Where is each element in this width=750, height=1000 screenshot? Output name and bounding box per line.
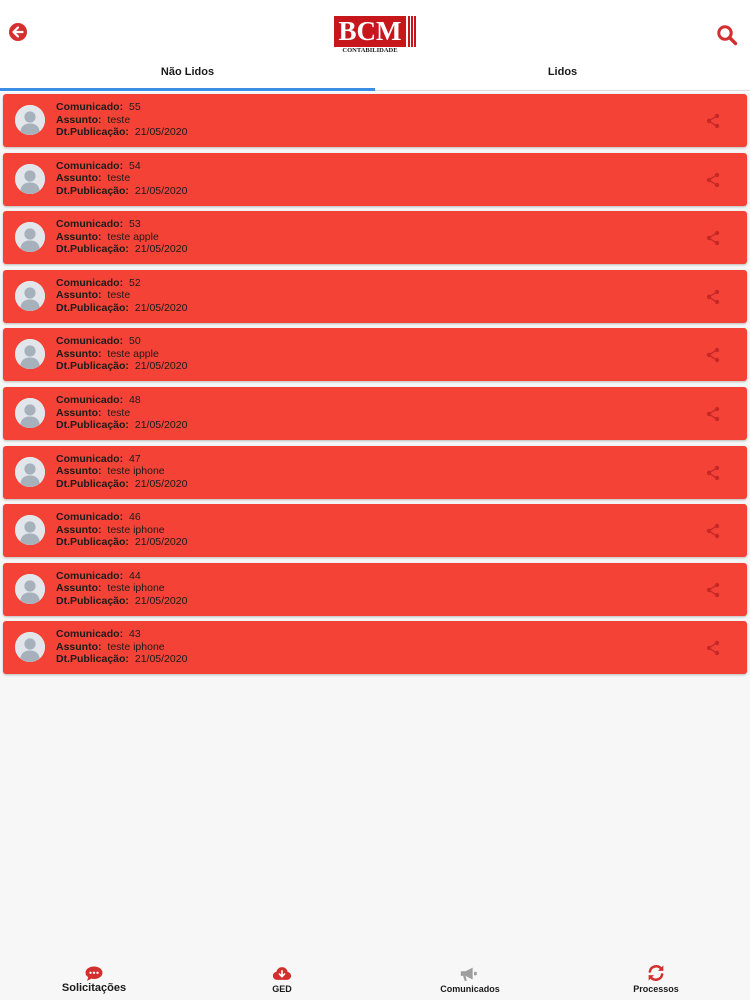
assunto-value: teste — [107, 172, 131, 185]
publicacao-value: 21/05/2020 — [134, 419, 188, 431]
share-icon — [705, 172, 721, 188]
message-card[interactable] — [3, 504, 747, 557]
message-details — [56, 453, 187, 491]
publicacao-value: 21/05/2020 — [134, 536, 188, 549]
share-button[interactable] — [705, 347, 721, 363]
user-avatar-icon — [15, 222, 45, 252]
share-icon — [705, 640, 721, 656]
message-details — [56, 218, 187, 256]
assunto-line — [56, 231, 187, 244]
comunicado-line — [56, 101, 187, 114]
comunicado-line — [56, 628, 187, 641]
publicacao-value: 21/05/2020 — [134, 477, 188, 490]
comunicado-value: 54 — [129, 159, 141, 172]
comunicado-value: 52 — [129, 276, 141, 289]
tab-divider — [375, 90, 750, 91]
share-icon — [705, 582, 721, 598]
comunicado-value: 48 — [129, 394, 141, 406]
publicacao-line — [56, 360, 187, 373]
nav-solicitacoes[interactable] — [0, 955, 188, 1000]
assunto-label: Assunto: — [56, 465, 102, 478]
share-icon — [705, 289, 721, 305]
publicacao-label: Dt.Publicação: — [56, 477, 129, 490]
avatar — [15, 574, 45, 604]
comunicado-label: Comunicado: — [56, 218, 124, 231]
assunto-line — [56, 524, 187, 537]
share-button[interactable] — [705, 640, 721, 656]
assunto-value: teste — [107, 113, 131, 126]
publicacao-label: Dt.Publicação: — [56, 653, 129, 666]
publicacao-label: Dt.Publicação: — [56, 243, 129, 256]
publicacao-value: 21/05/2020 — [134, 126, 188, 138]
nav-processos[interactable] — [562, 955, 750, 1000]
user-avatar-icon — [15, 457, 45, 487]
publicacao-line — [56, 126, 187, 139]
nav-label: Solicitações — [61, 982, 127, 994]
message-card[interactable] — [3, 446, 747, 499]
avatar — [15, 164, 45, 194]
back-button[interactable] — [9, 23, 27, 41]
publicacao-label: Dt.Publicação: — [56, 419, 129, 431]
comunicado-line — [56, 570, 187, 583]
message-details — [56, 160, 187, 198]
nav-label: GED — [272, 984, 292, 994]
avatar — [15, 105, 45, 135]
assunto-value: teste iphone — [107, 640, 165, 653]
message-card[interactable] — [3, 387, 747, 440]
comunicado-value: 46 — [129, 511, 141, 524]
assunto-line — [56, 641, 187, 654]
assunto-label: Assunto: — [56, 523, 102, 536]
publicacao-value: 21/05/2020 — [134, 184, 188, 197]
share-icon — [705, 347, 721, 363]
share-icon — [705, 230, 721, 246]
message-details — [56, 277, 187, 315]
assunto-label: Assunto: — [56, 406, 102, 419]
comunicado-line — [56, 335, 187, 348]
logo-bars — [408, 16, 416, 47]
comunicado-value: 53 — [129, 218, 141, 231]
publicacao-label: Dt.Publicação: — [56, 184, 129, 197]
message-card[interactable] — [3, 153, 747, 206]
comunicado-line — [56, 394, 187, 407]
message-card[interactable] — [3, 328, 747, 381]
avatar — [15, 339, 45, 369]
comunicado-value: 47 — [129, 452, 141, 465]
avatar — [15, 632, 45, 662]
share-button[interactable] — [705, 465, 721, 481]
user-avatar-icon — [15, 105, 45, 135]
publicacao-label: Dt.Publicação: — [56, 536, 129, 549]
comunicado-value: 43 — [129, 628, 141, 641]
comunicado-label: Comunicado: — [56, 276, 124, 289]
assunto-value: teste — [107, 289, 131, 302]
assunto-line — [56, 348, 187, 361]
message-card[interactable] — [3, 270, 747, 323]
share-button[interactable] — [705, 406, 721, 422]
message-card[interactable] — [3, 94, 747, 147]
nav-comunicados[interactable] — [376, 955, 564, 1000]
comunicado-line — [56, 453, 187, 466]
share-icon — [705, 113, 721, 129]
avatar — [15, 398, 45, 428]
search-button[interactable] — [716, 24, 738, 46]
comunicado-line — [56, 218, 187, 231]
nav-label: Processos — [633, 984, 679, 994]
nav-label: Comunicados — [440, 984, 500, 994]
user-avatar-icon — [15, 164, 45, 194]
message-details — [56, 101, 187, 139]
comunicado-label: Comunicado: — [56, 335, 124, 348]
publicacao-label: Dt.Publicação: — [56, 360, 129, 373]
assunto-value: teste — [107, 406, 131, 419]
user-avatar-icon — [15, 339, 45, 369]
assunto-value: teste apple — [107, 347, 159, 360]
assunto-line — [56, 114, 187, 127]
cloud-download-icon — [272, 965, 292, 983]
avatar — [15, 457, 45, 487]
assunto-line — [56, 582, 187, 595]
share-button[interactable] — [705, 113, 721, 129]
user-avatar-icon — [15, 632, 45, 662]
publicacao-line — [56, 478, 187, 491]
publicacao-value: 21/05/2020 — [134, 594, 188, 607]
logo-text: BCM — [334, 16, 406, 47]
bcm-logo — [334, 16, 416, 56]
comunicado-label: Comunicado: — [56, 452, 124, 465]
message-card[interactable] — [3, 211, 747, 264]
assunto-line — [56, 407, 187, 420]
publicacao-line — [56, 536, 187, 549]
avatar — [15, 515, 45, 545]
assunto-line — [56, 172, 187, 185]
publicacao-line — [56, 653, 187, 666]
publicacao-line — [56, 595, 187, 608]
publicacao-label: Dt.Publicação: — [56, 301, 129, 314]
comunicado-value: 50 — [129, 335, 141, 348]
user-avatar-icon — [15, 281, 45, 311]
comunicado-label: Comunicado: — [56, 101, 124, 113]
assunto-value: teste iphone — [107, 523, 165, 536]
publicacao-value: 21/05/2020 — [134, 360, 188, 373]
message-details — [56, 394, 187, 432]
share-icon — [705, 465, 721, 481]
assunto-line — [56, 289, 187, 302]
share-icon — [705, 406, 721, 422]
app-header — [0, 0, 750, 92]
comunicado-line — [56, 511, 187, 524]
bottom-navigation — [0, 955, 750, 1000]
assunto-label: Assunto: — [56, 289, 102, 302]
assunto-line — [56, 465, 187, 478]
megaphone-icon — [459, 965, 479, 983]
sync-icon — [646, 964, 666, 982]
message-details — [56, 628, 187, 666]
tab-nao-lidos[interactable]: Não Lidos — [160, 66, 215, 78]
comunicado-label: Comunicado: — [56, 511, 124, 524]
search-icon — [716, 24, 738, 46]
assunto-label: Assunto: — [56, 347, 102, 360]
active-tab-indicator — [0, 88, 375, 91]
nav-ged[interactable] — [188, 955, 376, 1000]
publicacao-line — [56, 302, 187, 315]
share-button[interactable] — [705, 582, 721, 598]
assunto-value: teste apple — [107, 230, 159, 243]
share-button[interactable] — [705, 289, 721, 305]
publicacao-label: Dt.Publicação: — [56, 126, 129, 138]
assunto-value: teste iphone — [107, 465, 165, 478]
message-card[interactable] — [3, 621, 747, 674]
assunto-label: Assunto: — [56, 230, 102, 243]
message-details — [56, 511, 187, 549]
publicacao-line — [56, 419, 187, 432]
avatar — [15, 281, 45, 311]
message-details — [56, 335, 187, 373]
user-avatar-icon — [15, 574, 45, 604]
assunto-label: Assunto: — [56, 640, 102, 653]
chat-bubble-icon — [84, 965, 104, 983]
share-button[interactable] — [705, 172, 721, 188]
user-avatar-icon — [15, 515, 45, 545]
publicacao-value: 21/05/2020 — [134, 243, 188, 256]
tab-lidos[interactable]: Lidos — [547, 66, 578, 78]
publicacao-label: Dt.Publicação: — [56, 594, 129, 607]
publicacao-line — [56, 243, 187, 256]
comunicado-label: Comunicado: — [56, 628, 124, 641]
share-icon — [705, 523, 721, 539]
comunicado-label: Comunicado: — [56, 394, 124, 406]
publicacao-value: 21/05/2020 — [134, 301, 188, 314]
assunto-label: Assunto: — [56, 172, 102, 185]
assunto-label: Assunto: — [56, 113, 102, 126]
comunicado-line — [56, 277, 187, 290]
assunto-label: Assunto: — [56, 582, 102, 595]
comunicado-value: 55 — [129, 101, 141, 113]
assunto-value: teste iphone — [107, 582, 165, 595]
comunicado-value: 44 — [129, 569, 141, 582]
user-avatar-icon — [15, 398, 45, 428]
arrow-left-circle-icon — [9, 23, 27, 41]
comunicado-line — [56, 160, 187, 173]
comunicado-label: Comunicado: — [56, 569, 124, 582]
logo-subtext: CONTABILIDADE — [342, 47, 398, 54]
message-card[interactable] — [3, 563, 747, 616]
share-button[interactable] — [705, 230, 721, 246]
publicacao-line — [56, 185, 187, 198]
message-details — [56, 570, 187, 608]
share-button[interactable] — [705, 523, 721, 539]
publicacao-value: 21/05/2020 — [134, 653, 188, 666]
avatar — [15, 222, 45, 252]
comunicado-label: Comunicado: — [56, 159, 124, 172]
